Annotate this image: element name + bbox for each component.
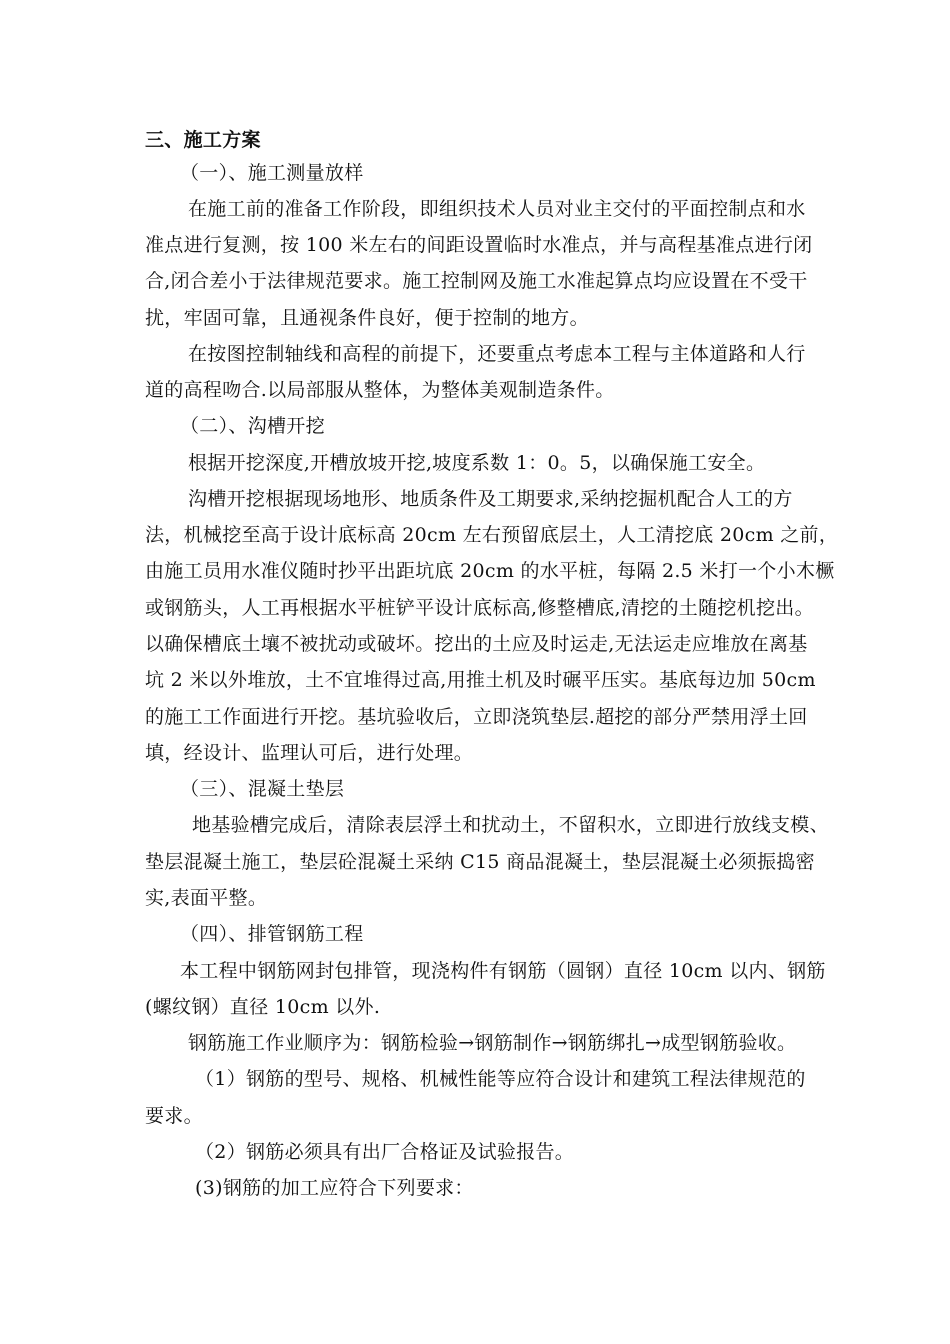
paragraph-line: 的施工工作面进行开挖。基坑验收后，立即浇筑垫层.超挖的部分严禁用浮土回 (145, 706, 808, 728)
paragraph-line: 准点进行复测，按 100 米左右的间距设置临时水准点，并与高程基准点进行闭 (145, 234, 813, 256)
subsection-title-rebar: （四）、排管钢筋工程 (180, 923, 364, 945)
paragraph-line: 地基验槽完成后，清除表层浮土和扰动土，不留积水，立即进行放线支模、 (192, 814, 829, 836)
paragraph-line: 垫层混凝土施工，垫层砼混凝土采纳 C15 商品混凝土，垫层混凝土必须振捣密 (145, 851, 815, 873)
paragraph-line: 沟槽开挖根据现场地形、地质条件及工期要求,采纳挖掘机配合人工的方 (188, 488, 793, 510)
paragraph-line: 本工程中钢筋网封包排管，现浇构件有钢筋（圆钢）直径 10cm 以内、钢筋 (180, 960, 826, 982)
section-title: 三、施工方案 (145, 129, 261, 151)
paragraph-line: 根据开挖深度,开槽放坡开挖,坡度系数 1：0。5，以确保施工安全。 (188, 452, 766, 474)
paragraph-line: (3)钢筋的加工应符合下列要求： (195, 1177, 474, 1199)
paragraph-line: 要求。 (145, 1105, 203, 1127)
paragraph-line: 法，机械挖至高于设计底标高 20cm 左右预留底层土，人工清挖底 20cm 之前， (145, 524, 839, 546)
paragraph-line: 以确保槽底土壤不被扰动或破坏。挖出的土应及时运走,无法运走应堆放在离基 (145, 633, 808, 655)
paragraph-line: （2）钢筋必须具有出厂合格证及试验报告。 (195, 1141, 575, 1163)
paragraph-line: 在施工前的准备工作阶段，即组织技术人员对业主交付的平面控制点和水 (188, 198, 806, 220)
paragraph-line: 道的高程吻合.以局部服从整体，为整体美观制造条件。 (145, 379, 615, 401)
paragraph-line: 钢筋施工作业顺序为：钢筋检验→钢筋制作→钢筋绑扎→成型钢筋验收。 (188, 1032, 797, 1054)
subsection-title-trench: （二）、沟槽开挖 (180, 415, 325, 437)
subsection-title-survey: （一）、施工测量放样 (180, 162, 364, 184)
paragraph-line: 填，经设计、监理认可后，进行处理。 (145, 742, 474, 764)
paragraph-line: 坑 2 米以外堆放，土不宜堆得过高,用推土机及时碾平压实。基底每边加 50cm (145, 669, 816, 691)
paragraph-line: 实,表面平整。 (145, 887, 268, 909)
paragraph-line: 由施工员用水准仪随时抄平出距坑底 20cm 的水平桩，每隔 2.5 米打一个小木橛 (145, 560, 835, 582)
paragraph-line: (螺纹钢）直径 10cm 以外. (145, 996, 381, 1018)
subsection-title-concrete: （三）、混凝土垫层 (180, 778, 345, 800)
paragraph-line: 在按图控制轴线和高程的前提下，还要重点考虑本工程与主体道路和人行 (188, 343, 806, 365)
paragraph-line: 或钢筋头，人工再根据水平桩铲平设计底标高,修整槽底,清挖的土随挖机挖出。 (145, 597, 814, 619)
paragraph-line: 合,闭合差小于法律规范要求。施工控制网及施工水准起算点均应设置在不受干 (145, 270, 808, 292)
paragraph-line: 扰，牢固可靠，且通视条件良好，便于控制的地方。 (145, 307, 589, 329)
paragraph-line: （1）钢筋的型号、规格、机械性能等应符合设计和建筑工程法律规范的 (195, 1068, 806, 1090)
